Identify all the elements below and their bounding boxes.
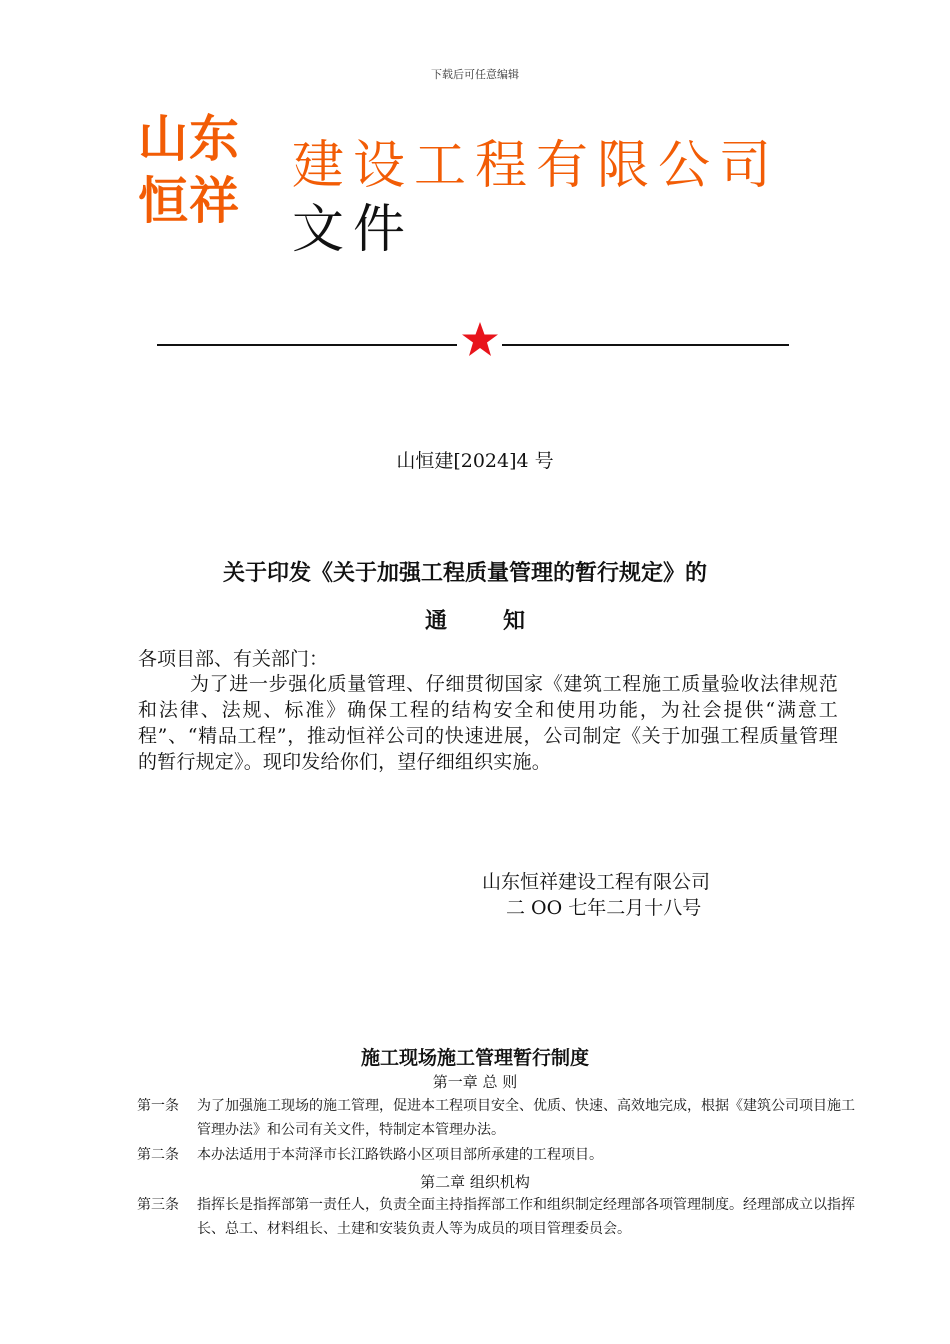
header-note: 下载后可任意编辑 (431, 68, 519, 81)
salutation: 各项目部、有关部门： (138, 648, 329, 670)
org-name-line1: 山东 (138, 110, 240, 168)
article-3 (137, 1193, 857, 1241)
header-rule-left (157, 344, 457, 346)
signature-date: 二 OO 七年二月十八号 (506, 897, 702, 919)
header-rule-right (502, 344, 789, 346)
article-1 (137, 1094, 857, 1142)
document-word-clipped: 文件 (292, 200, 415, 260)
notice-body: 为了进一步强化质量管理、仔细贯彻国家《建筑工程施工质量验收法律规范和法律、法规、标准》确保工程的结构安全和使用功能，为社会提供“满意工程”、“精品工程”，推动恒祥公司的快速进展，公司制定《关于加强工程质量管理的暂行规定》。现印发给你们，望仔细组织实施。 (138, 673, 838, 773)
chapter-1-heading: 第一章 总 则 (432, 1073, 518, 1091)
regulation-title: 施工现场施工管理暂行制度 (360, 1047, 589, 1069)
notice-title-line1: 关于印发《关于加强工程质量管理的暂行规定》的 (222, 561, 707, 586)
signature-company: 山东恒祥建设工程有限公司 (482, 871, 711, 893)
article-3-label: 第三条 (137, 1197, 179, 1213)
document-number: 山恒建[2024]4 号 (396, 450, 554, 472)
org-name-right: 建设工程有限公司 (292, 136, 781, 196)
article-1-label: 第一条 (137, 1098, 179, 1114)
article-2-label: 第二条 (137, 1147, 179, 1163)
article-1-text: 为了加强施工现场的施工管理，促进本工程项目安全、优质、快速、高效地完成，根据《建筑公司项目施工管理办法》和公司有关文件，特制定本管理办法。 (197, 1098, 855, 1138)
article-2-text: 本办法适用于本菏泽市长江路铁路小区项目部所承建的工程项目。 (197, 1147, 603, 1163)
article-2 (137, 1143, 857, 1167)
article-3-text: 指挥长是指挥部第一责任人，负责全面主持指挥部工作和组织制定经理部各项管理制度。经理部成立以指挥长、总工、材料组长、土建和安装负责人等为成员的项目管理委员会。 (197, 1197, 855, 1237)
notice-title-line2: 通知 (424, 609, 581, 634)
star-icon (460, 320, 500, 360)
org-name-left (138, 108, 268, 232)
signature-block (482, 869, 710, 921)
star-shape (462, 322, 498, 356)
chapter-2-heading: 第二章 组织机构 (420, 1173, 530, 1191)
org-name-line2: 恒祥 (138, 172, 240, 230)
